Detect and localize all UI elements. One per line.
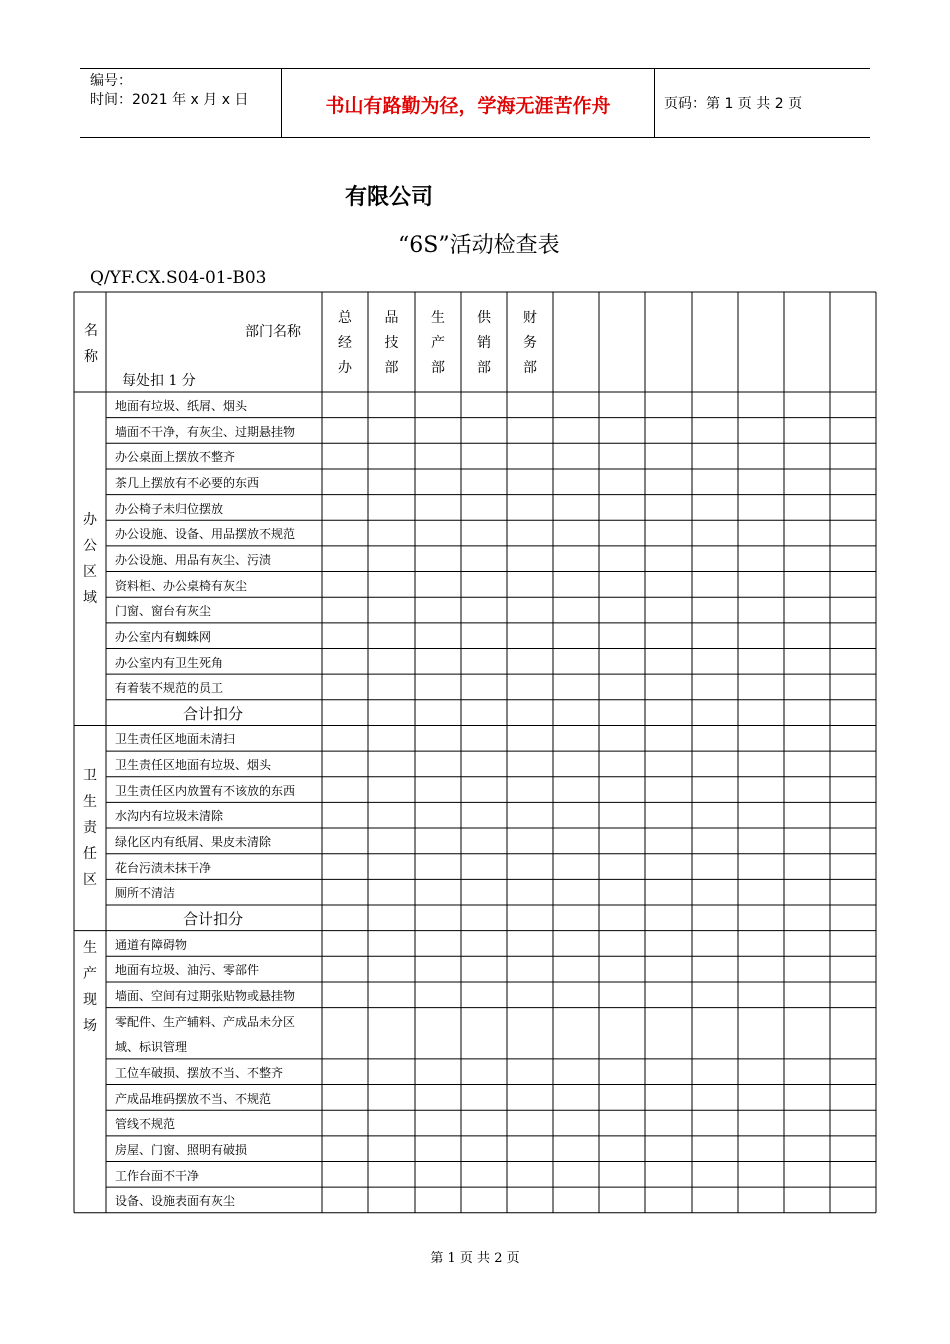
checklist-item: 房屋、门窗、照明有破损 xyxy=(115,1142,248,1157)
checklist-item: 有着装不规范的员工 xyxy=(115,681,224,696)
checklist-item: 域、标识管理 xyxy=(115,1040,188,1055)
checklist-item: 厕所不清洁 xyxy=(115,886,176,901)
checklist-item: 卫生责任区内放置有不该放的东西 xyxy=(115,783,296,798)
department-header: 总经办 xyxy=(338,310,352,376)
document-header xyxy=(80,68,870,138)
checklist-item: 零配件、生产辅料、产成品未分区 xyxy=(115,1014,296,1029)
time-label: 时间：2021 年 x 月 x 日 xyxy=(90,92,249,108)
checklist-item: 地面有垃圾、油污、零部件 xyxy=(115,963,260,978)
company-name: 有限公司 xyxy=(345,185,434,210)
department-header: 生产部 xyxy=(431,310,445,376)
header-motto: 书山有路勤为径，学海无涯苦作舟 xyxy=(325,95,611,117)
section-name: 卫生责任区 xyxy=(83,768,97,889)
corner-rule-label: 每处扣 1 分 xyxy=(122,373,196,389)
checklist-item: 工位车破损、摆放不当、不整齐 xyxy=(115,1065,284,1080)
header-divider xyxy=(654,69,655,137)
checklist-item: 水沟内有垃圾未清除 xyxy=(115,809,224,824)
subtotal-label: 合计扣分 xyxy=(183,910,244,928)
page-footer: 第 1 页 共 2 页 xyxy=(430,1251,520,1266)
checklist-item: 绿化区内有纸屑、果皮未清除 xyxy=(115,835,272,850)
checklist-item: 花台污渍未抹干净 xyxy=(115,860,212,875)
corner-dept-label: 部门名称 xyxy=(245,324,301,340)
checklist-item: 办公椅子未归位摆放 xyxy=(115,501,224,516)
checklist-item: 办公桌面上摆放不整齐 xyxy=(115,450,236,465)
checklist-item: 办公设施、用品有灰尘、污渍 xyxy=(115,552,272,567)
checklist-item: 卫生责任区地面有垃圾、烟头 xyxy=(115,758,272,773)
checklist-item: 茶几上摆放有不必要的东西 xyxy=(115,475,260,490)
checklist-item: 门窗、窗台有灰尘 xyxy=(115,604,212,619)
checklist-item: 工作台面不干净 xyxy=(115,1168,200,1183)
checklist-item: 地面有垃圾、纸屑、烟头 xyxy=(115,399,248,413)
corner-name-label: 名称 xyxy=(84,323,98,365)
document-code: Q/YF.CX.S04-01-B03 xyxy=(90,268,267,288)
department-header: 财务部 xyxy=(523,310,537,376)
checklist-item: 办公室内有卫生死角 xyxy=(115,655,224,670)
header-meta xyxy=(90,72,248,110)
checklist-item: 办公设施、设备、用品摆放不规范 xyxy=(115,527,296,542)
checklist-item: 管线不规范 xyxy=(115,1117,176,1132)
department-header: 品技部 xyxy=(384,310,399,376)
checklist-item: 墙面、空间有过期张贴物或悬挂物 xyxy=(115,988,296,1003)
checklist-item: 通道有障碍物 xyxy=(115,937,188,952)
checklist-item: 卫生责任区地面未清扫 xyxy=(115,732,236,747)
checklist-item: 产成品堆码摆放不当、不规范 xyxy=(115,1091,272,1106)
checklist-item: 办公室内有蜘蛛网 xyxy=(115,629,212,644)
subtotal-label: 合计扣分 xyxy=(183,704,244,723)
checklist-item: 设备、设施表面有灰尘 xyxy=(115,1194,236,1209)
checklist-item: 墙面不干净，有灰尘、过期悬挂物 xyxy=(115,424,296,439)
section-name: 办公区域 xyxy=(83,511,97,606)
section-name: 生产现场 xyxy=(83,939,97,1034)
number-label: 编号： xyxy=(90,73,132,89)
document-title: “6S”活动检查表 xyxy=(398,233,560,258)
header-page-info: 页码：第 1 页 共 2 页 xyxy=(664,96,803,112)
checklist-item: 资料柜、办公桌椅有灰尘 xyxy=(115,578,248,593)
department-header: 供销部 xyxy=(477,310,491,376)
